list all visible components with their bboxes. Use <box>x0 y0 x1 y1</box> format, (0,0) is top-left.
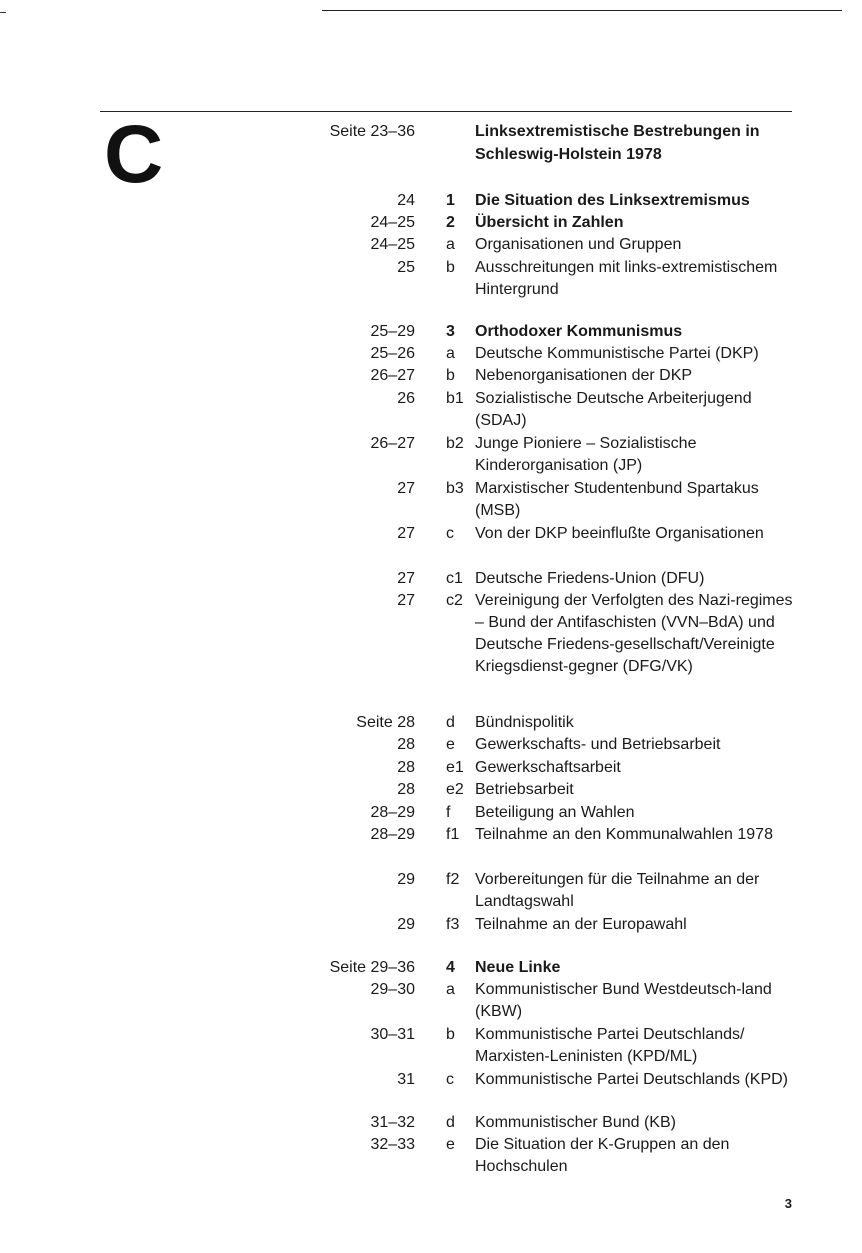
toc-entry-pages: 30–31 <box>370 1026 415 1043</box>
toc-entry-pages: Seite 29–36 <box>329 959 415 976</box>
toc-entry-number: b <box>446 1026 455 1043</box>
toc-entry-title: Nebenorganisationen der DKP <box>475 367 693 384</box>
toc-entry-pages: 28 <box>397 781 415 798</box>
toc-entry-title: Sozialistische Deutsche Arbeiterjugend (SDAJ) <box>475 390 752 429</box>
toc-entry-title: Die Situation des Linksextremismus <box>475 192 750 209</box>
toc-entry-pages: 26–27 <box>370 367 415 384</box>
toc-entry-number: f <box>446 804 451 821</box>
toc-entry-title: Kommunistischer Bund (KB) <box>475 1114 676 1131</box>
toc-entry-title: Teilnahme an den Kommunalwahlen 1978 <box>475 826 773 843</box>
toc-entry-pages: 27 <box>397 525 415 542</box>
toc-entry-title: Deutsche Friedens-Union (DFU) <box>475 570 705 587</box>
toc-entry-title: Orthodoxer Kommunismus <box>475 323 683 340</box>
section-pages: Seite 23–36 <box>329 123 415 140</box>
toc-entry-title: Bündnispolitik <box>475 714 574 731</box>
toc-entry-number: f3 <box>446 916 460 933</box>
toc-entry-number: 3 <box>446 323 455 340</box>
toc-entry-number: c <box>446 1071 454 1088</box>
toc-entry-pages: 28 <box>397 736 415 753</box>
toc-entry-number: a <box>446 345 455 362</box>
toc-entry-pages: 28–29 <box>370 826 415 843</box>
page-number: 3 <box>784 1196 792 1211</box>
toc-entry-number: c2 <box>446 592 463 609</box>
section-rule <box>100 111 792 112</box>
toc-entry-title: Gewerkschafts- und Betriebsarbeit <box>475 736 721 753</box>
toc-entry-number: 1 <box>446 192 455 209</box>
toc-entry-pages: 32–33 <box>370 1136 415 1153</box>
toc-entry-pages: 27 <box>397 570 415 587</box>
toc-entry-number: c1 <box>446 570 463 587</box>
section-letter: C <box>104 109 162 200</box>
toc-entry-pages: 24–25 <box>370 214 415 231</box>
toc-entry-title: Kommunistischer Bund Westdeutsch-land (KBW) <box>475 981 772 1020</box>
toc-entry-number: 4 <box>446 959 455 976</box>
toc-entry-title: Kommunistische Partei Deutschlands (KPD) <box>475 1071 789 1088</box>
toc-entry-number: e <box>446 1136 455 1153</box>
toc-entry-pages: 27 <box>397 480 415 497</box>
top-rule <box>322 10 842 11</box>
toc-entry-pages: 25–26 <box>370 345 415 362</box>
toc-entry-pages: 26 <box>397 390 415 407</box>
toc-entry-number: e <box>446 736 455 753</box>
toc-entry-number: 2 <box>446 214 455 231</box>
toc-entry-pages: 28 <box>397 759 415 776</box>
toc-entry-title: Ausschreitungen mit links-extremistischem Hintergrund <box>475 259 778 298</box>
toc-entry-number: d <box>446 714 455 731</box>
toc-entry-number: a <box>446 981 455 998</box>
toc-entry-pages: Seite 28 <box>356 714 415 731</box>
toc-entry-number: b <box>446 259 455 276</box>
toc-entry-title: Die Situation der K-Gruppen an den Hochschulen <box>475 1136 730 1175</box>
toc-entry-number: f2 <box>446 871 460 888</box>
toc-entry-number: f1 <box>446 826 460 843</box>
toc-entry-number: b3 <box>446 480 464 497</box>
toc-entry-number: e1 <box>446 759 464 776</box>
toc-entry-number: d <box>446 1114 455 1131</box>
toc-entry-title: Von der DKP beeinflußte Organisationen <box>475 525 764 542</box>
toc-entry-pages: 25 <box>397 259 415 276</box>
toc-entry-pages: 29–30 <box>370 981 415 998</box>
toc-entry-pages: 24–25 <box>370 236 415 253</box>
toc-entry-pages: 28–29 <box>370 804 415 821</box>
toc-entry-pages: 31–32 <box>370 1114 415 1131</box>
toc-entry-number: b1 <box>446 390 464 407</box>
toc-entry-title: Teilnahme an der Europawahl <box>475 916 687 933</box>
edge-mark <box>0 12 6 13</box>
toc-entry-number: b <box>446 367 455 384</box>
toc-entry-title: Betriebsarbeit <box>475 781 574 798</box>
toc-entry-pages: 25–29 <box>370 323 415 340</box>
toc-entry-title: Deutsche Kommunistische Partei (DKP) <box>475 345 759 362</box>
section-title: Linksextremistische Bestrebungen in Schleswig-Holstein 1978 <box>475 123 760 163</box>
toc-entry-pages: 27 <box>397 592 415 609</box>
toc-entry-title: Organisationen und Gruppen <box>475 236 682 253</box>
toc-entry-number: e2 <box>446 781 464 798</box>
toc-entry-number: c <box>446 525 454 542</box>
toc-entry-pages: 24 <box>397 192 415 209</box>
toc-entry-title: Neue Linke <box>475 959 561 976</box>
toc-entry-title: Übersicht in Zahlen <box>475 214 624 231</box>
toc-entry-pages: 31 <box>397 1071 415 1088</box>
toc-entry-title: Vorbereitungen für die Teilnahme an der Landtagswahl <box>475 871 760 910</box>
toc-entry-pages: 29 <box>397 916 415 933</box>
toc-entry-number: b2 <box>446 435 464 452</box>
toc-entry-title: Marxistischer Studentenbund Spartakus (MSB) <box>475 480 759 519</box>
toc-entry-number: a <box>446 236 455 253</box>
toc-entry-title: Beteiligung an Wahlen <box>475 804 635 821</box>
toc-entry-title: Kommunistische Partei Deutschlands/ Marxisten-Leninisten (KPD/ML) <box>475 1026 745 1065</box>
toc-entry-pages: 26–27 <box>370 435 415 452</box>
toc-entry-title: Gewerkschaftsarbeit <box>475 759 621 776</box>
toc-entry-title: Junge Pioniere – Sozialistische Kinderorganisation (JP) <box>475 435 697 474</box>
toc-entry-title: Vereinigung der Verfolgten des Nazi-regimes – Bund der Antifaschisten (VVN–BdA) und Deutsche Friedens-gesellschaft/Vereinigte Kriegsdienst-gegner (DFG/VK) <box>475 592 793 675</box>
toc-entry-pages: 29 <box>397 871 415 888</box>
